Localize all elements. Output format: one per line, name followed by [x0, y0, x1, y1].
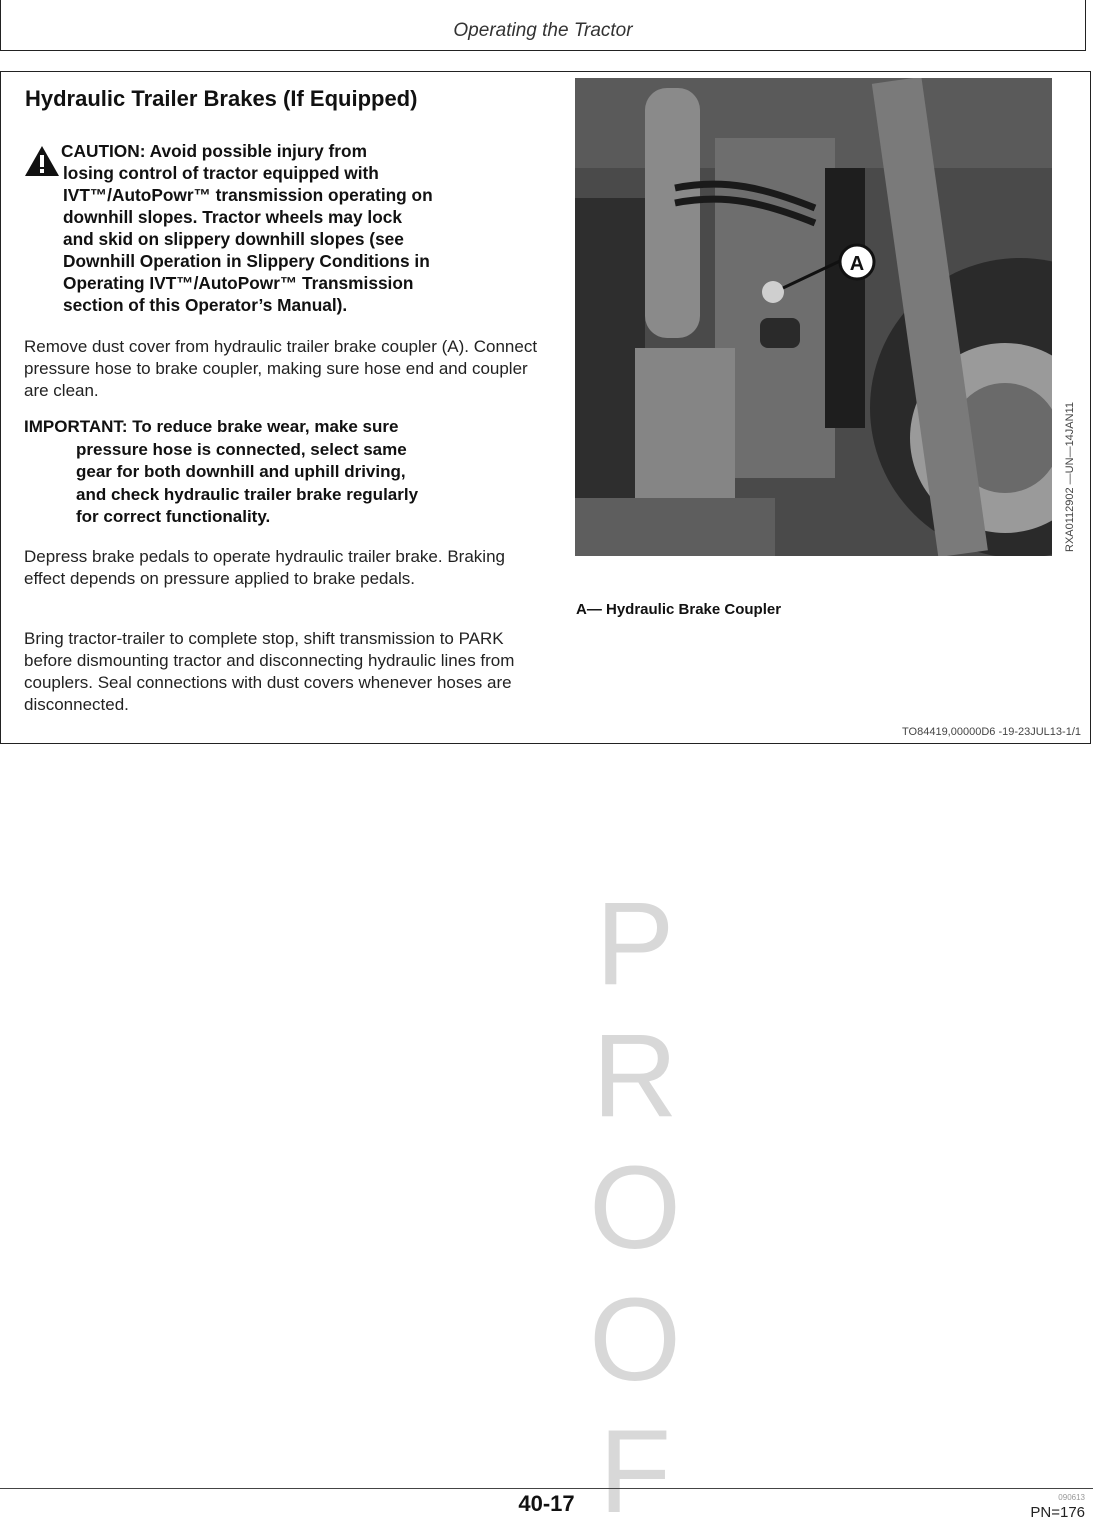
page-number: 40-17: [518, 1491, 575, 1516]
caution-line: section of this Operator’s Manual).: [63, 295, 348, 315]
caution-line: losing control of tractor equipped with: [63, 163, 379, 183]
photo-illustration: [575, 78, 1052, 556]
important-lead: IMPORTANT: To reduce brake wear, make sure: [24, 417, 399, 436]
paragraph-bring-to-stop: Bring tractor-trailer to complete stop, shift transmission to PARK before dismounting tractor and disconnecting hydraulic lines from couplers. Seal connections with dust covers whenever hoses are disconnected.: [24, 629, 515, 714]
footer-small-code: 090613: [1058, 1493, 1085, 1502]
reference-code: TO84419,00000D6 -19-23JUL13-1/1: [902, 726, 1081, 738]
callout-label: A: [849, 253, 865, 275]
caution-text: [63, 140, 533, 316]
caution-line: IVT™/AutoPowr™ transmission operating on: [63, 185, 433, 205]
tractor-coupler-photo: [575, 78, 1052, 556]
important-line: and check hydraulic trailer brake regularly: [76, 484, 419, 504]
watermark-letter: P: [595, 878, 675, 1010]
watermark-letter: R: [592, 1010, 678, 1142]
pn-number: PN=176: [1030, 1504, 1085, 1521]
watermark-letter: O: [589, 1142, 681, 1274]
important-line: for correct functionality.: [76, 507, 271, 526]
paragraph-depress-pedals: Depress brake pedals to operate hydraulic trailer brake. Braking effect depends on pressure applied to brake pedals.: [24, 547, 505, 588]
caution-line: CAUTION: Avoid possible injury from: [61, 141, 367, 161]
section-title: Hydraulic Trailer Brakes (If Equipped): [25, 86, 418, 111]
important-line: pressure hose is connected, select same: [76, 439, 407, 459]
caution-line: Operating IVT™/AutoPowr™ Transmission: [63, 273, 414, 293]
warning-triangle-icon: [24, 145, 60, 177]
proof-watermark: [580, 878, 690, 1538]
watermark-letter: F: [598, 1406, 672, 1538]
important-line: gear for both downhill and uphill driving,: [76, 462, 406, 481]
caution-line: Downhill Operation in Slippery Conditions in: [63, 251, 430, 271]
caution-line: downhill slopes. Tractor wheels may lock: [63, 207, 403, 227]
footer-divider: [0, 1488, 1093, 1489]
header-title: Operating the Tractor: [453, 20, 633, 41]
paragraph-remove-dust-cover: Remove dust cover from hydraulic trailer brake coupler (A). Connect pressure hose to brake coupler, making sure hose end and coupler are clean.: [24, 337, 538, 400]
header-box: [0, 0, 1086, 51]
important-note: [24, 416, 524, 529]
caution-line: and skid on slippery downhill slopes (see: [63, 229, 404, 249]
figure-caption: A— Hydraulic Brake Coupler: [576, 601, 782, 618]
watermark-letter: O: [589, 1274, 681, 1406]
